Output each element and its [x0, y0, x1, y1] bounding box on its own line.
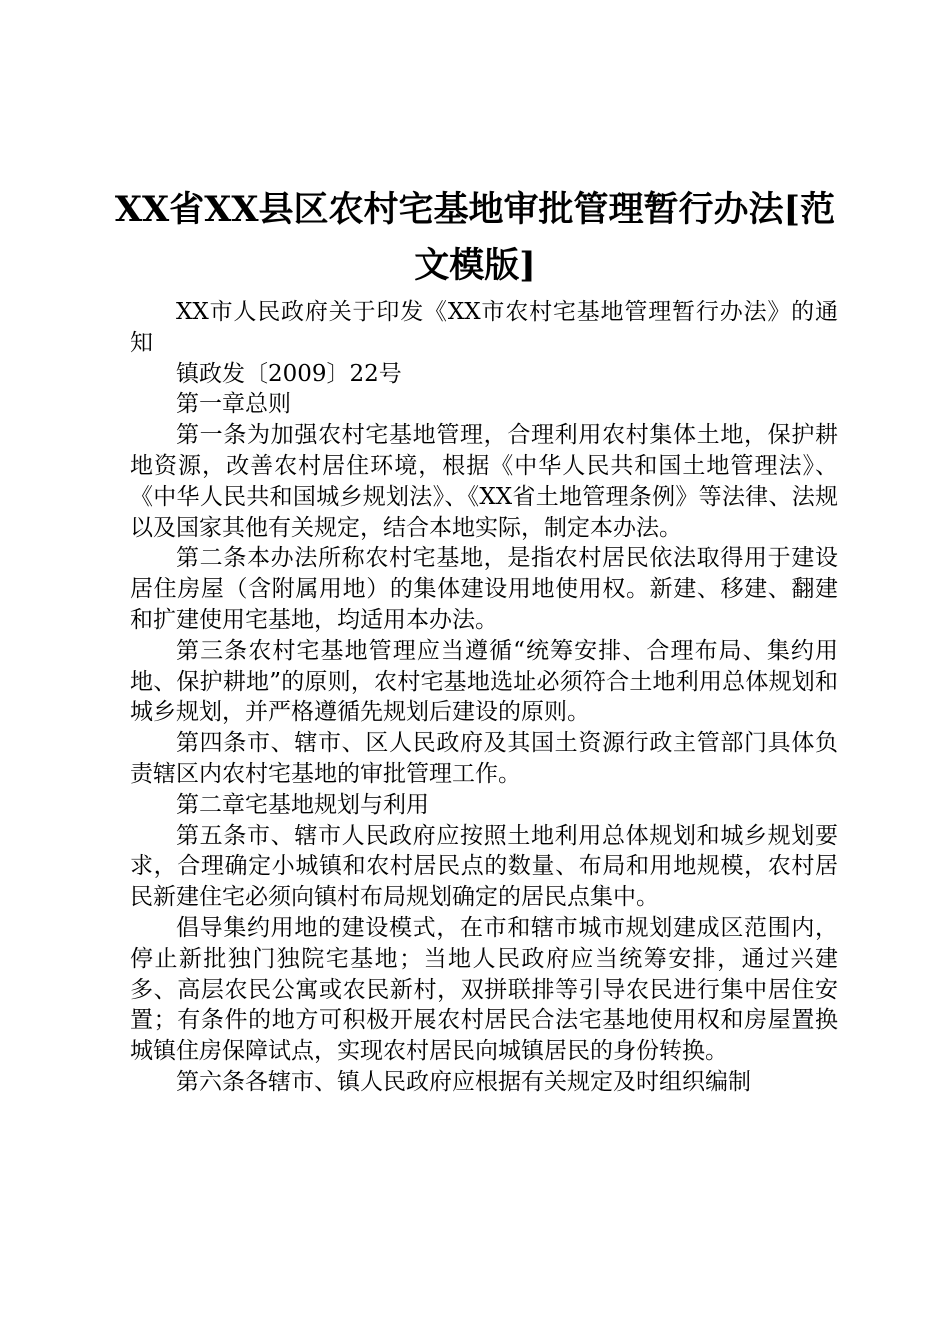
document-title — [110, 182, 840, 294]
document-title-line: XX省XX县区农村宅基地审批管理暂行办法[范 — [114, 189, 836, 230]
article-paragraph: 第四条市、辖市、区人民政府及其国土资源行政主管部门具体负责辖区内农村宅基地的审批管理工作。 — [130, 730, 838, 787]
article-paragraph: 第一条为加强农村宅基地管理，合理利用农村集体土地，保护耕地资源，改善农村居住环境，根据《中华人民共和国土地管理法》、《中华人民共和国城乡规划法》、《XX省土地管理条例》等法律、法规以及国家其他有关规定，结合本地实际，制定本办法。 — [130, 422, 838, 541]
chapter-heading: 第二章宅基地规划与利用 — [176, 791, 429, 818]
article-paragraph: 第六条各辖市、镇人民政府应根据有关规定及时组织编制 — [176, 1068, 751, 1095]
article-paragraph: 第三条农村宅基地管理应当遵循“统筹安排、合理布局、集约用地、保护耕地”的原则，农村宅基地选址必须符合土地利用总体规划和城乡规划，并严格遵循先规划后建设的原则。 — [130, 637, 838, 726]
document-title-line: 文模版] — [414, 245, 536, 286]
notice-heading: XX市人民政府关于印发《XX市农村宅基地管理暂行办法》的通知 — [130, 299, 838, 356]
document-number: 镇政发〔2009〕22号 — [176, 360, 402, 387]
article-paragraph: 第二条本办法所称农村宅基地，是指农村居民依法取得用于建设居住房屋（含附属用地）的集体建设用地使用权。新建、移建、翻建和扩建使用宅基地，均适用本办法。 — [130, 545, 838, 633]
article-paragraph: 第五条市、辖市人民政府应按照土地利用总体规划和城乡规划要求，合理确定小城镇和农村居民点的数量、布局和用地规模，农村居民新建住宅必须向镇村布局规划确定的居民点集中。 — [130, 822, 838, 911]
document-body — [130, 297, 838, 1098]
chapter-heading: 第一章总则 — [176, 391, 291, 418]
body-paragraph: 倡导集约用地的建设模式，在市和辖市城市规划建成区范围内，停止新批独门独院宅基地；当地人民政府应当统筹安排，通过兴建多、高层农民公寓或农民新村，双拼联排等引导农民进行集中居住安置；有条件的地方可积极开展农村居民合法宅基地使用权和房屋置换城镇住房保障试点，实现农村居民向城镇居民的身份转换。 — [130, 914, 838, 1065]
